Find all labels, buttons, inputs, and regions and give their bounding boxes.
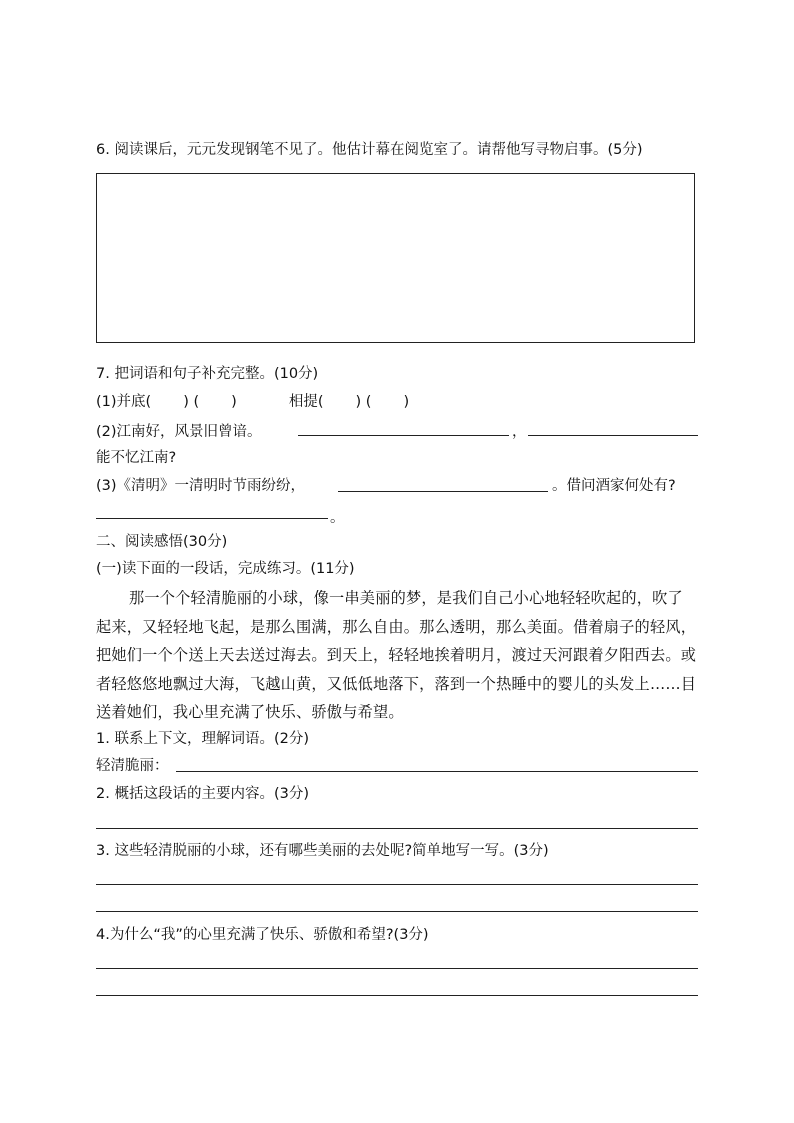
answer-line[interactable] [338,491,548,492]
passage-text: 那一个个轻清脆丽的小球，像一串美丽的梦，是我们自己小心地轻轻吹起的，吹了起来，又轻轻地飞起，是那么围满，那么自由。那么透明，那么美面。借着扇子的轻风，把她们一个个送上天去送过海去。到天上，轻轻地挨着明月，渡过天河跟着夕阳西去。或者轻悠悠地飘过大海，飞越山黄，又低低地落下，落到一个热睡中的婴儿的头发上……目送着她们，我心里充满了快乐、骄傲与希望。 [96,589,697,722]
reading-question-4: 4.为什么“我”的心里充满了快乐、骄傲和希望?(3分) [96,927,429,943]
paren-open: ( [365,394,372,410]
reading-question-3: 3. 这些轻清脱丽的小球，还有哪些美丽的去处呢?简单地写一写。(3分) [96,843,549,859]
answer-line[interactable] [176,771,698,772]
section-2-title: 二、阅读感悟(30分) [96,534,228,550]
paren-open: ( [317,394,324,410]
answer-line[interactable] [96,995,698,996]
answer-line[interactable] [96,884,698,885]
paren-open: ( [145,394,152,410]
answer-line[interactable] [298,435,509,436]
reading-question-1: 1. 联系上下文，理解词语。(2分) [96,731,309,747]
notice-writing-box[interactable] [96,173,695,343]
reading-passage [96,584,698,727]
comma: ， [512,424,527,440]
question-7-item-3: (3)《清明》一清明时节雨纷纷， [96,478,306,494]
item-1-prefix: (1)并底 [96,394,146,410]
full-stop: 。 [330,510,345,526]
question-7-item-1 [96,392,409,412]
paren-close: ) [183,394,189,410]
item-1-word-2: 相提 [288,394,318,410]
paren-open: ( [193,394,200,410]
answer-line[interactable] [528,435,698,436]
question-7-item-2: (2)江南好，风景旧曾谙。 [96,424,262,440]
reading-question-2: 2. 概括这段话的主要内容。(3分) [96,786,309,802]
question-7-title: 7. 把词语和句子补充完整。(10分) [96,366,319,382]
question-7-item-3-mid: 。借问酒家何处有? [552,478,676,494]
answer-line[interactable] [96,828,698,829]
question-6: 6. 阅读课后，元元发现钢笔不见了。他估计幕在阅览室了。请帮他写寻物启事。(5分) [96,142,643,158]
paren-close: ) [231,394,237,410]
answer-line[interactable] [96,518,328,519]
reading-question-1-word: 轻清脆丽： [96,758,169,774]
part-1-title: (一)读下面的一段话，完成练习。(11分) [96,561,355,577]
paren-close: ) [355,394,362,410]
answer-line[interactable] [96,911,698,912]
paren-close: ) [403,394,410,410]
question-7-item-2-suffix: 能不忆江南? [96,450,177,466]
answer-line[interactable] [96,968,698,969]
